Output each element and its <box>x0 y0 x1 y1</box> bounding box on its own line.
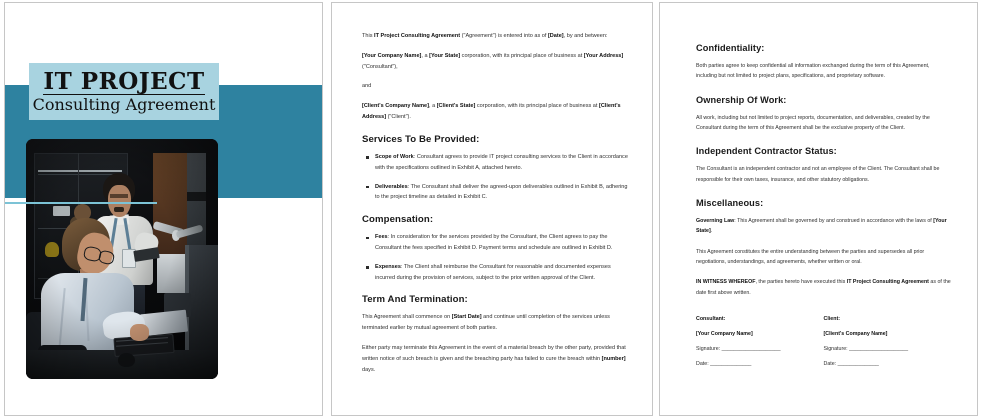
paragraph-independent-contractor-status: The Consultant is an independent contractor and not an employee of the Client. The Consultant shall be responsible for their own taxes, insurance, and other statutory obligations. <box>696 166 940 183</box>
bullet-text-fees: : In consideration for the services provided by the Consultant, the Client agrees to pay the Consultant the fees specified in Exhibit D. Payment terms and schedule are outlined in Exhibit D. <box>375 234 613 251</box>
cover-title-block <box>29 63 219 120</box>
client-state-placeholder: [Client's State] <box>436 103 476 110</box>
cover-accent-rule <box>5 202 157 204</box>
client-company-name: [Client's Company Name] <box>823 330 888 337</box>
bullet-label-deliverables: Deliverables <box>375 183 408 190</box>
bullet-label-fees: Fees <box>375 234 388 241</box>
paragraph-governing-law <box>696 216 951 237</box>
witness-text-b: as of the date first above written. <box>696 279 951 296</box>
paragraph-term-commencement <box>362 312 630 334</box>
your-state-placeholder: [Your State] <box>696 217 947 235</box>
witness-text-a: , the parties hereto have executed this <box>755 279 847 286</box>
heading-confidentiality: Confidentiality: <box>696 43 765 53</box>
list-item <box>362 262 630 284</box>
page-two-body <box>362 31 630 405</box>
list-compensation <box>362 232 630 283</box>
bullet-label-expenses: Expenses <box>375 263 401 270</box>
client-address-placeholder: [Client's Address] <box>362 103 621 121</box>
governing-law-label: Governing Law <box>696 217 735 224</box>
photo-vignette <box>26 139 218 379</box>
intro-agreement-name: IT Project Consulting Agreement <box>374 33 461 39</box>
consultant-address-placeholder: [Your Address] <box>583 52 624 59</box>
document-page-three[interactable] <box>659 2 978 416</box>
governing-law-text-a: : This Agreement shall be governed by and construed in accordance with the laws of <box>734 217 934 224</box>
heading-ownership-of-work: Ownership Of Work: <box>696 94 787 105</box>
bullet-text-deliverables: : The Consultant shall deliver the agreed-upon deliverables outlined in Exhibit B, adhering to the project timeline as detailed in Exhibit C. <box>375 183 628 201</box>
governing-law-text-b: . <box>710 228 713 235</box>
consultant-text-2: corporation, with its principal place of business at <box>460 52 584 59</box>
paragraph-party-client <box>362 101 630 123</box>
intro-date-placeholder: [Date] <box>547 33 564 39</box>
heading-miscellaneous: Miscellaneous: <box>696 197 764 208</box>
heading-term-and-termination: Term And Termination: <box>362 294 468 306</box>
heading-services: Services To Be Provided: <box>362 133 480 145</box>
consultant-state-placeholder: [Your State] <box>429 52 461 59</box>
paragraph-and: and <box>362 83 372 90</box>
client-date-line[interactable]: Date: ______________ <box>823 360 879 367</box>
breach-text-b: days. <box>362 366 376 373</box>
signature-block <box>696 316 951 376</box>
heading-independent-contractor-status: Independent Contractor Status: <box>696 146 837 157</box>
client-company-placeholder: [Client's Company Name] <box>362 103 429 110</box>
term-text-b: and continue until completion of the services unless terminated earlier by mutual agreement of both parties. <box>362 314 610 332</box>
client-text-1: , a <box>428 103 437 110</box>
paragraph-confidentiality: Both parties agree to keep confidential all information exchanged during the term of this Agreement, including but not limited to project plans, specifications, and proprietary software. <box>696 63 930 80</box>
intro-suffix: , by and between: <box>563 33 608 39</box>
start-date-placeholder: [Start Date] <box>451 314 482 321</box>
client-signature-line[interactable]: Signature: ____________________ <box>823 345 909 352</box>
witness-agreement-name: IT Project Consulting Agreement <box>846 279 929 286</box>
intro-middle: ("Agreement") is entered into as of <box>460 33 548 39</box>
consultant-text-1: , a <box>421 52 430 59</box>
breach-text-a: Either party may terminate this Agreement in the event of a material breach by the other party, provided that written notice of such breach is given and the breaching party has failed to cure the breach within <box>362 345 626 362</box>
document-page-cover[interactable] <box>4 2 323 416</box>
number-placeholder: [number] <box>601 355 626 362</box>
cover-title-subtitle: Consulting Agreement <box>32 94 216 114</box>
cover-title-main: IT PROJECT <box>43 67 205 95</box>
client-text-3: ("Client"). <box>386 114 411 121</box>
signature-column-client <box>824 316 952 376</box>
term-text-a: This Agreement shall commence on <box>362 314 452 321</box>
heading-compensation: Compensation: <box>362 214 434 226</box>
intro-prefix: This <box>362 33 375 39</box>
bullet-text-scope-of-work: : Consultant agrees to provide IT project consulting services to the Client in accordance with the specifications outlined in Exhibit A, attached hereto. <box>375 153 628 171</box>
consultant-signature-line[interactable]: Signature: ____________________ <box>696 345 781 352</box>
list-item <box>362 182 630 204</box>
signature-column-consultant <box>696 316 824 376</box>
consultant-company-placeholder: [Your Company Name] <box>362 52 422 59</box>
consultant-date-line[interactable]: Date: ______________ <box>696 360 752 367</box>
consultant-role-label: Consultant: <box>696 315 726 322</box>
bullet-text-expenses: : The Client shall reimburse the Consultant for reasonable and documented expenses incurred during the provision of services, subject to the prior written approval of the Client. <box>375 263 611 281</box>
list-item <box>362 232 630 254</box>
consultant-text-3: ("Consultant"), <box>362 63 398 70</box>
bullet-label-scope-of-work: Scope of Work <box>375 153 414 160</box>
paragraph-intro <box>362 31 630 42</box>
client-role-label: Client: <box>823 315 840 322</box>
list-services <box>362 152 630 203</box>
cover-photo <box>26 139 218 379</box>
paragraph-term-breach <box>362 343 630 375</box>
client-text-2: corporation, with its principal place of business at <box>475 103 599 110</box>
consultant-company-name: [Your Company Name] <box>696 330 753 337</box>
list-item <box>362 152 630 174</box>
paragraph-ownership-of-work: All work, including but not limited to project reports, documentation, and deliverables, created by the Consultant during the term of this Agreement shall be the exclusive property of the Client. <box>696 114 930 131</box>
witness-label: IN WITNESS WHEREOF <box>696 279 756 286</box>
paragraph-entire-agreement: This Agreement constitutes the entire understanding between the parties and supersedes all prior negotiations, understandings, and agreements, whether written or oral. <box>696 248 925 265</box>
page-three-body <box>696 43 951 405</box>
paragraph-party-consultant <box>362 51 630 73</box>
paragraph-in-witness-whereof <box>696 277 951 298</box>
document-page-two[interactable] <box>331 2 653 416</box>
